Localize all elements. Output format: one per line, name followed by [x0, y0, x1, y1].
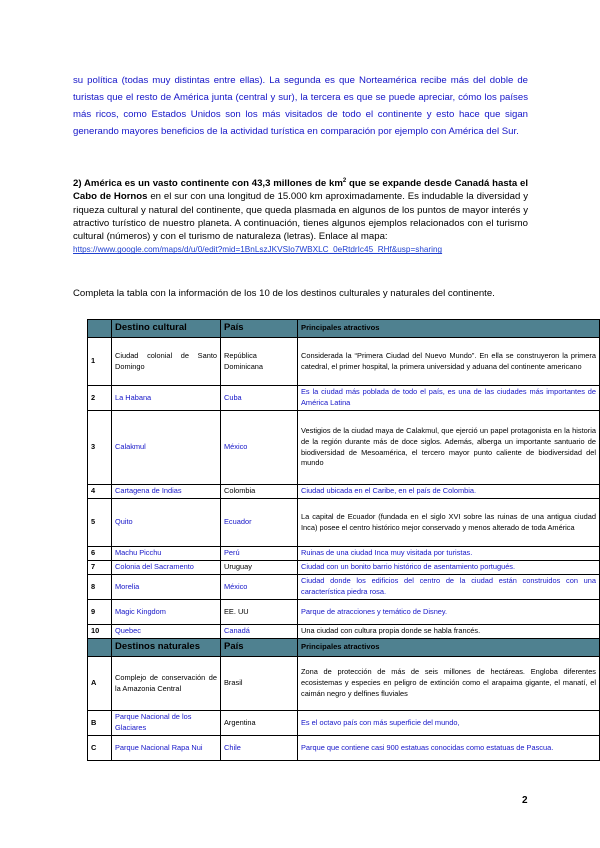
header-cultural-destination: Destino cultural	[112, 320, 221, 338]
row-destination: Complejo de conservación de la Amazonia Central	[112, 657, 221, 711]
row-country: Perú	[221, 547, 298, 561]
row-country: México	[221, 575, 298, 600]
row-country: Cuba	[221, 386, 298, 411]
row-attractions: Es el octavo país con más superficie del mundo,	[298, 711, 600, 736]
row-country: Uruguay	[221, 561, 298, 575]
row-destination: Machu Picchu	[112, 547, 221, 561]
map-link[interactable]: https://www.google.com/maps/d/u/0/edit?mid=1BnLszJKVSIo7WBXLC_0eRtdrIc45_RHf&usp=sharing	[73, 245, 443, 255]
table-row	[88, 547, 600, 561]
table-row	[88, 561, 600, 575]
table-row	[88, 575, 600, 600]
row-attractions: Zona de protección de más de seis millones de hectáreas. Engloba diferentes ecosistemas y especies en peligro de extinción como el arapaima gigante, el manatí, el caimán negro y delfines fluviales	[298, 657, 600, 711]
row-country: EE. UU	[221, 600, 298, 625]
row-destination: Ciudad colonial de Santo Domingo	[112, 338, 221, 386]
table-row	[88, 600, 600, 625]
table-row	[88, 711, 600, 736]
table-header-natural	[88, 639, 600, 657]
table-row	[88, 338, 600, 386]
paragraph-america-continent	[73, 175, 528, 256]
row-destination: Calakmul	[112, 411, 221, 485]
row-id: C	[88, 736, 112, 761]
row-id: A	[88, 657, 112, 711]
row-attractions: Es la ciudad más poblada de todo el país, es una de las ciudades más importantes de América Latina	[298, 386, 600, 411]
row-id: 5	[88, 499, 112, 547]
header-attractions: Principales atractivos	[298, 320, 600, 338]
para2-body: en el sur con una longitud de 15.000 km aproximadamente. Es indudable la diversidad y riqueza cultural y natural del continente, que queda plasmada en algunos de los puntos de mayor interés y atractivo turístico de nuestro planeta. A continuación, tienes algunos ejemplos relacionados con el turismo cultural (números) y con el turismo de naturaleza (letras). Enlace al mapa:	[73, 191, 528, 242]
row-country: Colombia	[221, 485, 298, 499]
row-attractions: Ciudad donde los edificios del centro de la ciudad están construidos con una característica piedra rosa.	[298, 575, 600, 600]
row-destination: Morelia	[112, 575, 221, 600]
row-attractions: La capital de Ecuador (fundada en el siglo XVI sobre las ruinas de una antigua ciudad Inca) posee el centro histórico mejor conservado y menos alterado de toda América	[298, 499, 600, 547]
row-destination: La Habana	[112, 386, 221, 411]
row-destination: Cartagena de Indias	[112, 485, 221, 499]
row-destination: Parque Nacional de los Glaciares	[112, 711, 221, 736]
row-id: 7	[88, 561, 112, 575]
table-row	[88, 625, 600, 639]
header-country: País	[221, 320, 298, 338]
row-id: 10	[88, 625, 112, 639]
table-row	[88, 411, 600, 485]
row-destination: Quebec	[112, 625, 221, 639]
destinations-table	[87, 319, 600, 761]
row-id: B	[88, 711, 112, 736]
row-id: 4	[88, 485, 112, 499]
para2-bold-b: que se expande desde Canadá hasta el Cabo de Hornos	[73, 178, 528, 203]
row-attractions: Considerada la “Primera Ciudad del Nuevo Mundo”. En ella se construyeron la primera catedral, el primer hospital, la primera universidad y aduana del continente americano	[298, 338, 600, 386]
table-row	[88, 657, 600, 711]
row-id: 8	[88, 575, 112, 600]
row-country: Ecuador	[221, 499, 298, 547]
header-natural-destination: Destinos naturales	[112, 639, 221, 657]
row-attractions: Ciudad ubicada en el Caribe, en el país de Colombia.	[298, 485, 600, 499]
row-destination: Quito	[112, 499, 221, 547]
row-destination: Colonia del Sacramento	[112, 561, 221, 575]
table-row	[88, 736, 600, 761]
table-row	[88, 485, 600, 499]
table-instructions: Completa la tabla con la información de los 10 de los destinos culturales y naturales del continente.	[73, 288, 495, 299]
page-number: 2	[522, 795, 528, 806]
row-destination: Parque Nacional Rapa Nui	[112, 736, 221, 761]
row-attractions: Parque que contiene casi 900 estatuas conocidas como estatuas de Pascua.	[298, 736, 600, 761]
header-empty-cell	[88, 320, 112, 338]
row-country: Brasil	[221, 657, 298, 711]
table-row	[88, 499, 600, 547]
para2-bold-a: 2) América es un vasto continente con 43,3 millones de km	[73, 178, 343, 190]
para2-superscript: 2	[342, 178, 347, 184]
row-id: 6	[88, 547, 112, 561]
row-country: Argentina	[221, 711, 298, 736]
row-attractions: Vestigios de la ciudad maya de Calakmul, que ejerció un papel protagonista en la historia de la región durante más de doce siglos. Además, alberga un importante santuario de biodiversidad de Mesoamérica, el tercero mayor punto caliente de biodiversidad del mundo	[298, 411, 600, 485]
row-country: México	[221, 411, 298, 485]
paragraph-north-america: su política (todas muy distintas entre ellas). La segunda es que Norteamérica recibe más del doble de turistas que el resto de América junta (central y sur), la tercera es que se puede apreciar, cómo los países más ricos, como Estados Unidos son los más visitados de todo el continente y esto hace que sigan generando mayores beneficios de la actividad turística en comparación por ejemplo con América del Sur.	[73, 75, 528, 137]
row-country: República Dominicana	[221, 338, 298, 386]
table-row	[88, 386, 600, 411]
row-attractions: Parque de atracciones y temático de Disney.	[298, 600, 600, 625]
row-id: 1	[88, 338, 112, 386]
row-id: 3	[88, 411, 112, 485]
row-attractions: Una ciudad con cultura propia donde se habla francés.	[298, 625, 600, 639]
header-empty-cell	[88, 639, 112, 657]
row-country: Canadá	[221, 625, 298, 639]
row-attractions: Ruinas de una ciudad Inca muy visitada por turistas.	[298, 547, 600, 561]
header-country: País	[221, 639, 298, 657]
row-destination: Magic Kingdom	[112, 600, 221, 625]
row-id: 9	[88, 600, 112, 625]
table-header-cultural	[88, 320, 600, 338]
row-id: 2	[88, 386, 112, 411]
row-attractions: Ciudad con un bonito barrio histórico de asentamiento portugués.	[298, 561, 600, 575]
header-attractions: Principales atractivos	[298, 639, 600, 657]
row-country: Chile	[221, 736, 298, 761]
